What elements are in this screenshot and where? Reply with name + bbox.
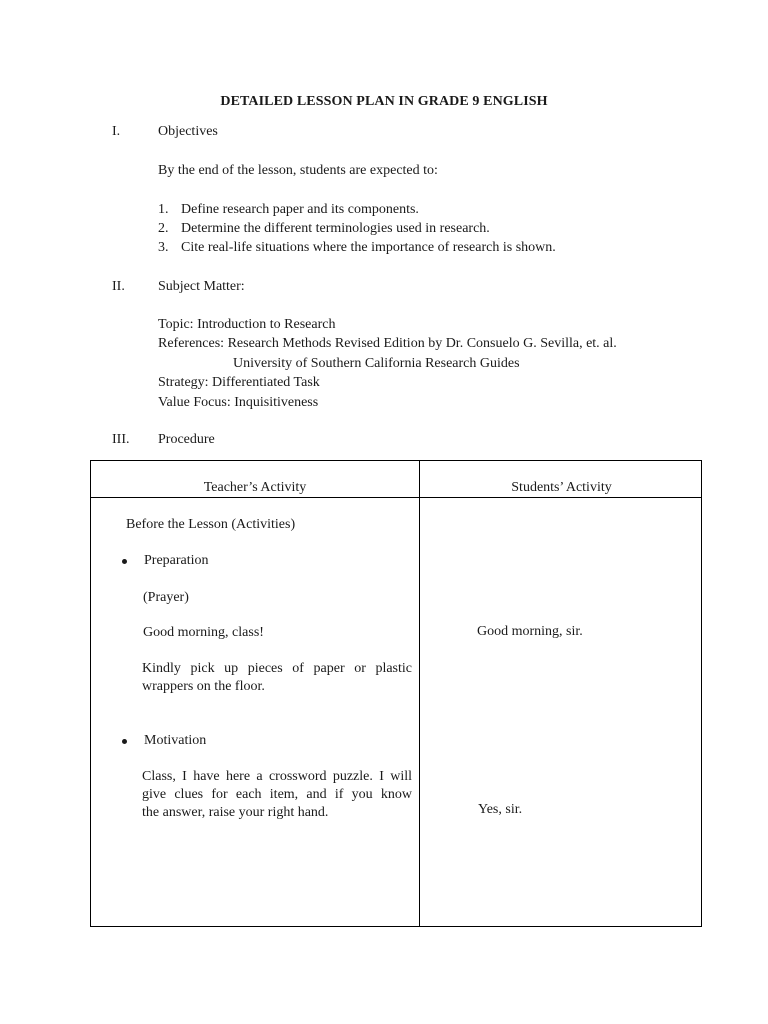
objective-item: Determine the different terminologies used in research.	[181, 221, 490, 236]
objective-number: 1.	[158, 202, 169, 217]
crossword-instruction	[142, 768, 412, 822]
page-title: DETAILED LESSON PLAN IN GRADE 9 ENGLISH	[220, 94, 548, 109]
table-header-divider	[91, 497, 701, 498]
subject-value-focus: Value Focus: Inquisitiveness	[158, 395, 319, 410]
procedure-table	[90, 460, 702, 927]
students-greeting-reply: Good morning, sir.	[477, 624, 583, 639]
table-header-students: Students’ Activity	[511, 480, 612, 495]
prayer-text: (Prayer)	[143, 590, 189, 605]
pickup-instruction	[142, 660, 412, 696]
objective-number: 2.	[158, 221, 169, 236]
crossword-instruction-line: Class, I have here a crossword puzzle. I will	[142, 769, 412, 784]
table-header-teacher: Teacher’s Activity	[203, 480, 307, 495]
bullet-icon	[122, 739, 127, 744]
subject-strategy: Strategy: Differentiated Task	[158, 375, 320, 390]
preparation-label: Preparation	[144, 553, 209, 568]
section-heading-procedure: Procedure	[158, 432, 215, 447]
teacher-greeting: Good morning, class!	[143, 625, 264, 640]
pickup-instruction-line: Kindly pick up pieces of paper or plastic	[142, 661, 412, 676]
subject-references-continued: University of Southern California Research Guides	[233, 356, 520, 371]
students-yes-reply: Yes, sir.	[478, 802, 523, 817]
objective-number: 3.	[158, 240, 169, 255]
objectives-intro: By the end of the lesson, students are expected to:	[158, 163, 438, 178]
bullet-icon	[122, 559, 127, 564]
subject-topic: Topic: Introduction to Research	[158, 317, 336, 332]
section-numeral-procedure: III.	[112, 432, 130, 447]
objective-item: Cite real-life situations where the importance of research is shown.	[181, 240, 556, 255]
subject-references: References: Research Methods Revised Edition by Dr. Consuelo G. Sevilla, et. al.	[158, 336, 617, 351]
pickup-instruction-line: wrappers on the floor.	[142, 679, 265, 694]
motivation-label: Motivation	[144, 733, 207, 748]
table-column-divider	[419, 461, 420, 926]
crossword-instruction-line: the answer, raise your right hand.	[142, 805, 329, 820]
before-lesson-label: Before the Lesson (Activities)	[126, 517, 296, 532]
section-heading-subject-matter: Subject Matter:	[158, 279, 245, 294]
section-numeral-objectives: I.	[112, 124, 121, 139]
section-heading-objectives: Objectives	[158, 124, 218, 139]
section-numeral-subject-matter: II.	[112, 279, 125, 294]
crossword-instruction-line: give clues for each item, and if you know	[142, 787, 412, 802]
objective-item: Define research paper and its components.	[181, 202, 419, 217]
